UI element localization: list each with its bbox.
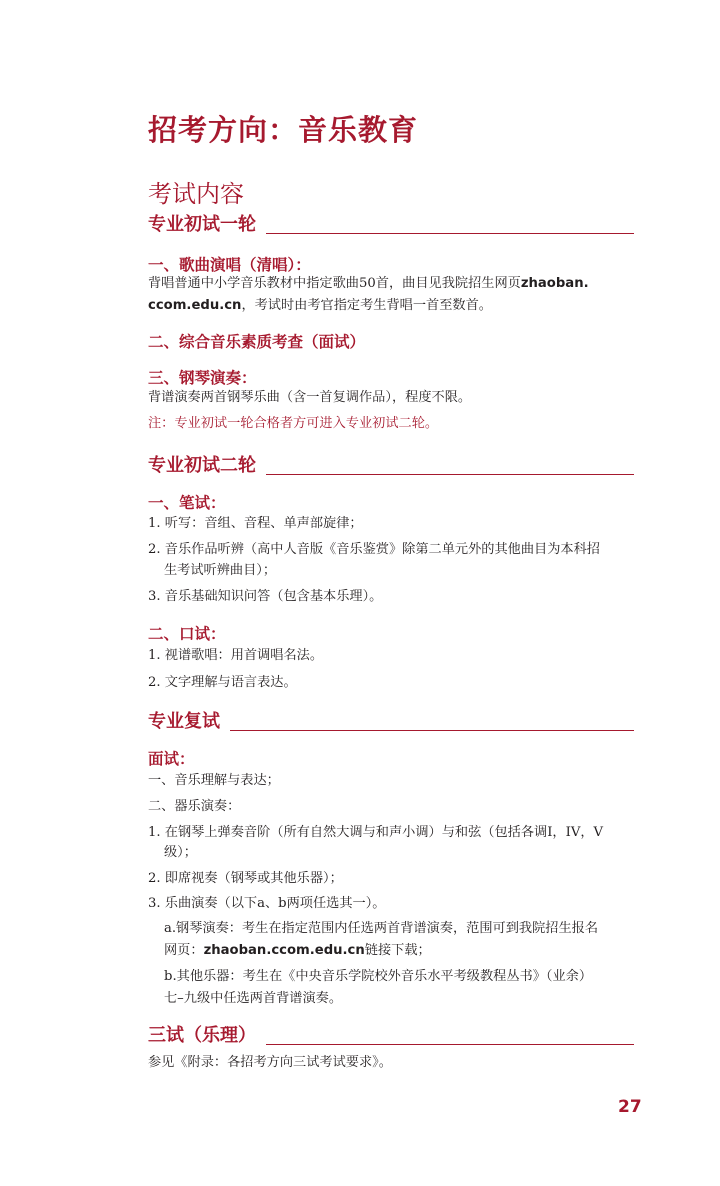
retest-interview-heading: 面试：	[148, 750, 195, 768]
list-item: 3. 音乐基础知识问答（包含基本乐理）。	[148, 589, 383, 604]
list-item: 3. 乐曲演奏（以下a、b两项任选其一）。	[148, 896, 386, 911]
round2-written-heading: 一、笔试：	[148, 494, 226, 512]
round1-note: 注：专业初试一轮合格者方可进入专业初试二轮。	[148, 416, 439, 431]
list-item-continuation: 级）；	[164, 845, 197, 860]
section-retest-title: 专业复试	[148, 711, 220, 732]
retest-url: zhaoban.ccom.edu.cn	[203, 943, 365, 958]
round1-item1-text-b: ，考试时由考官指定考生背唱一首至数首。	[241, 298, 492, 313]
round1-item1-text-a: 背唱普通中小学音乐教材中指定歌曲50首，曲目见我院招生网页	[148, 276, 521, 291]
list-item: 1. 视谱歌唱：用首调唱名法。	[148, 648, 324, 663]
retest-option-b-text2: 七–九级中任选两首背谱演奏。	[164, 991, 343, 1006]
retest-option-b	[164, 966, 640, 1010]
section-retest-header	[148, 711, 634, 733]
section-third-header	[148, 1025, 634, 1047]
list-item: 二、器乐演奏：	[148, 799, 241, 814]
round1-item3-text: 背谱演奏两首钢琴乐曲（含一首复调作品），程度不限。	[148, 390, 472, 405]
round1-url-part1: zhaoban.	[520, 276, 589, 291]
third-text: 参见《附录：各招考方向三试考试要求》。	[148, 1055, 392, 1070]
retest-option-a-text: a.钢琴演奏：考生在指定范围内任选两首背谱演奏，范围可到我院招生报名	[164, 921, 599, 936]
page-title: 招考方向：音乐教育	[148, 113, 419, 147]
section-divider	[230, 729, 634, 731]
retest-option-a	[164, 918, 640, 962]
list-item: 2. 文字理解与语言表达。	[148, 675, 297, 690]
section-round1-header	[148, 214, 634, 236]
list-item: 1. 听写：音组、音程、单声部旋律；	[148, 516, 363, 531]
list-item: 2. 即席视奏（钢琴或其他乐器）；	[148, 871, 343, 886]
page-number: 27	[618, 1097, 642, 1117]
page-subtitle: 考试内容	[148, 180, 244, 208]
retest-option-b-text: b.其他乐器：考生在《中央音乐学院校外音乐水平考级教程丛书》（业余）	[164, 969, 593, 984]
section-round2-title: 专业初试二轮	[148, 455, 256, 476]
section-divider	[266, 1043, 634, 1045]
list-item-continuation: 生考试听辨曲目）；	[164, 563, 277, 578]
round1-item1-text	[148, 273, 638, 317]
section-third-title: 三试（乐理）	[148, 1025, 256, 1046]
list-item: 2. 音乐作品听辨（高中人音版《音乐鉴赏》除第二单元外的其他曲目为本科招	[148, 542, 600, 557]
section-divider	[266, 473, 634, 475]
round1-item1-heading: 一、歌曲演唱（清唱）：	[148, 256, 311, 274]
round1-item3-heading: 三、钢琴演奏：	[148, 369, 257, 387]
section-round2-header	[148, 455, 634, 477]
section-divider	[266, 232, 634, 234]
section-round1-title: 专业初试一轮	[148, 214, 256, 235]
retest-option-a-suffix: 链接下载；	[364, 943, 431, 958]
list-item: 一、音乐理解与表达；	[148, 773, 280, 788]
list-item: 1. 在钢琴上弹奏音阶（所有自然大调与和声小调）与和弦（包括各调I，IV，V	[148, 825, 604, 840]
round1-url-part2: ccom.edu.cn	[148, 298, 242, 313]
retest-option-a-prefix: 网页：	[164, 943, 204, 958]
round1-item2-heading: 二、综合音乐素质考查（面试）	[148, 333, 366, 351]
round2-oral-heading: 二、口试：	[148, 625, 226, 643]
